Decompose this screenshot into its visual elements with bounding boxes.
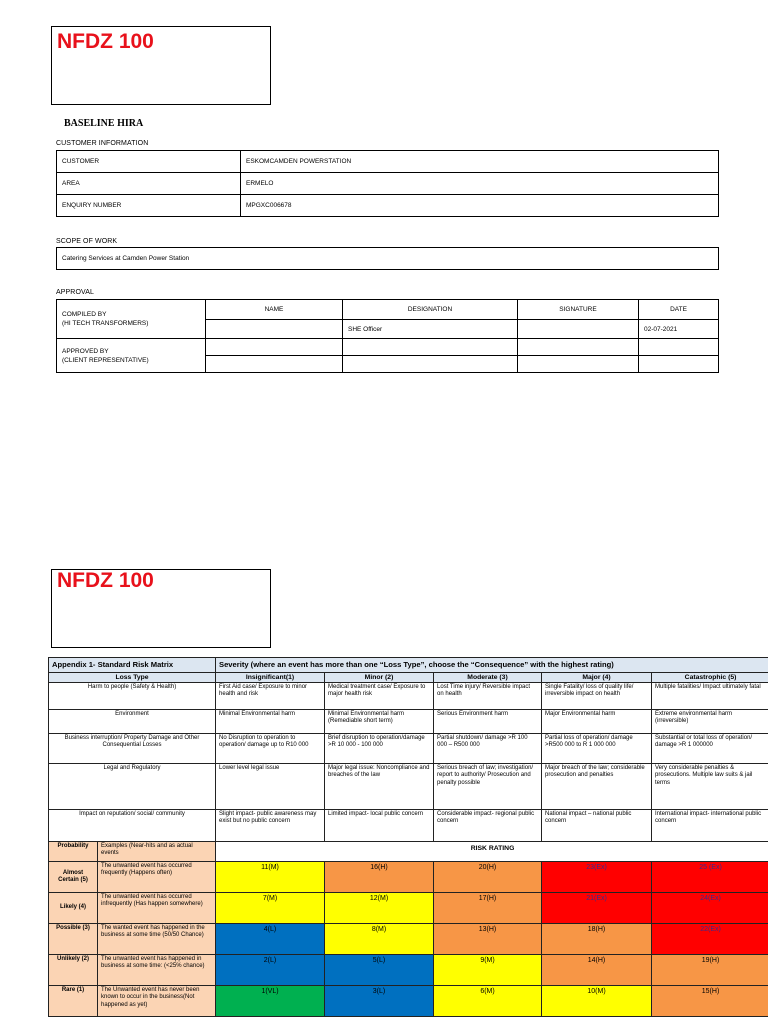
severity-header: Minor (2) [325, 673, 434, 683]
matrix-title: Appendix 1- Standard Risk Matrix [49, 658, 216, 673]
severity-header: Catastrophic (5) [652, 673, 768, 683]
loss-cell: National impact – national public concern [542, 810, 652, 842]
loss-cell: Extreme environmental harm (irreversible) [652, 710, 768, 734]
table-row [49, 924, 768, 955]
enquiry-value: MPGXC006678 [241, 195, 719, 217]
rating-cell: 20(H) [434, 862, 542, 893]
loss-cell: Substantial or total loss of operation/ damage >R 1 000000 [652, 734, 768, 764]
probability-level: Likely (4) [49, 893, 98, 924]
approved-name-cell[interactable] [206, 339, 343, 356]
logo-box-2 [51, 569, 271, 648]
loss-type: Environment [49, 710, 216, 734]
loss-cell: Major Environmental harm [542, 710, 652, 734]
probability-level: Almost Certain (5) [49, 862, 98, 893]
severity-header: Moderate (3) [434, 673, 542, 683]
rating-cell: 23(Ex) [542, 862, 652, 893]
logo-box [51, 26, 271, 105]
compiled-date: 02-07-2021 [639, 320, 719, 339]
scope-label: SCOPE OF WORK [56, 238, 118, 245]
loss-cell: Medical treatment case/ Exposure to major health risk [325, 683, 434, 710]
loss-cell: Brief disruption to operation/damage >R 10 000 - 100 000 [325, 734, 434, 764]
customer-info-table [56, 150, 719, 217]
scope-table [56, 247, 719, 270]
table-row [49, 764, 768, 810]
rating-cell: 17(H) [434, 893, 542, 924]
loss-cell: Multiple fatalities/ Impact ultimately fatal [652, 683, 768, 710]
probability-desc: The unwanted event has happened in business at some time: (<25% chance) [98, 955, 216, 986]
table-row [49, 810, 768, 842]
signature-header: SIGNATURE [518, 300, 639, 320]
approved-name-cell-2[interactable] [206, 356, 343, 373]
probability-level: Rare (1) [49, 986, 98, 1017]
rating-cell: 19(H) [652, 955, 768, 986]
rating-cell: 1(VL) [216, 986, 325, 1017]
compiled-designation: SHE Officer [343, 320, 518, 339]
rating-cell: 5(L) [325, 955, 434, 986]
rating-cell: 15(H) [652, 986, 768, 1017]
approved-designation-cell-2[interactable] [343, 356, 518, 373]
rating-cell: 7(M) [216, 893, 325, 924]
loss-cell: Serious breach of law; investigation/ report to authority/ Prosecution and penalty possible [434, 764, 542, 810]
rating-cell: 25 (Ex) [652, 862, 768, 893]
area-value: ERMELO [241, 173, 719, 195]
severity-title: Severity (where an event has more than one “Loss Type”, choose the “Consequence” with the highest rating) [216, 658, 768, 673]
logo-text: NFDZ 100 [57, 30, 154, 53]
examples-header: Examples (Near-hits and as actual events [98, 842, 216, 862]
compiled-by-label: COMPILED BY [62, 311, 107, 318]
risk-matrix [48, 657, 768, 1017]
scope-text: Catering Services at Camden Power Station [57, 248, 719, 270]
approved-by-cell [57, 339, 206, 373]
loss-type: Harm to people (Safety & Health) [49, 683, 216, 710]
loss-cell: Minimal Environmental harm (Remediable short term) [325, 710, 434, 734]
loss-cell: Considerable impact- regional public concern [434, 810, 542, 842]
rating-cell: 4(L) [216, 924, 325, 955]
loss-cell: Limited impact- local public concern [325, 810, 434, 842]
rating-cell: 11(M) [216, 862, 325, 893]
customer-value: ESKOMCAMDEN POWERSTATION [241, 151, 719, 173]
approved-designation-cell[interactable] [343, 339, 518, 356]
date-header: DATE [639, 300, 719, 320]
rating-cell: 14(H) [542, 955, 652, 986]
enquiry-key: ENQUIRY NUMBER [57, 195, 241, 217]
customer-key: CUSTOMER [57, 151, 241, 173]
loss-type: Impact on reputation/ social/ community [49, 810, 216, 842]
rating-cell: 16(H) [325, 862, 434, 893]
rating-cell: 22(Ex) [652, 924, 768, 955]
table-row [57, 195, 719, 217]
rating-cell: 8(M) [325, 924, 434, 955]
table-row [57, 151, 719, 173]
loss-cell: Single Fatality/ loss of quality life/ irreversible impact on health [542, 683, 652, 710]
table-row [57, 173, 719, 195]
compiled-name-cell[interactable] [206, 320, 343, 339]
customer-info-label: CUSTOMER INFORMATION [56, 140, 149, 147]
risk-rating-label: RISK RATING [216, 842, 768, 862]
rating-cell: 9(M) [434, 955, 542, 986]
rating-cell: 24(Ex) [652, 893, 768, 924]
area-key: AREA [57, 173, 241, 195]
probability-desc: The wanted event has happened in the business at some time (50/50 Chance) [98, 924, 216, 955]
loss-cell: Lost Time injury/ Reversible impact on health [434, 683, 542, 710]
loss-type-header: Loss Type [49, 673, 216, 683]
loss-cell: Lower level legal issue [216, 764, 325, 810]
approval-table [56, 299, 719, 373]
table-row [49, 986, 768, 1017]
compiled-by-cell [57, 300, 206, 339]
baseline-title: BASELINE HIRA [64, 118, 144, 129]
loss-type: Legal and Regulatory [49, 764, 216, 810]
rating-cell: 10(M) [542, 986, 652, 1017]
name-header: NAME [206, 300, 343, 320]
table-row [49, 955, 768, 986]
loss-cell: Major legal issue: Noncompliance and breaches of the law [325, 764, 434, 810]
table-row [49, 710, 768, 734]
loss-cell: International impact- international public concern [652, 810, 768, 842]
severity-header: Insignificant(1) [216, 673, 325, 683]
compiled-by-org: (HI TECH TRANSFORMERS) [62, 320, 149, 327]
table-row [49, 734, 768, 764]
rating-cell: 13(H) [434, 924, 542, 955]
table-row [49, 683, 768, 710]
severity-header: Major (4) [542, 673, 652, 683]
loss-cell: First Aid case/ Exposure to minor health and risk [216, 683, 325, 710]
probability-desc: The unwanted event has occurred infrequently (Has happen somewhere) [98, 893, 216, 924]
designation-header: DESIGNATION [343, 300, 518, 320]
approved-signature-cell[interactable] [518, 339, 639, 356]
approved-by-label: APPROVED BY [62, 347, 109, 355]
compiled-signature-cell[interactable] [518, 320, 639, 339]
loss-cell: No Disruption to operation to operation/ damage up to R10 000 [216, 734, 325, 764]
probability-level: Unlikely (2) [49, 955, 98, 986]
loss-cell: Partial loss of operation/ damage >R500 000 to R 1 000 000 [542, 734, 652, 764]
loss-cell: Major breach of the law; considerable prosecution and penalties [542, 764, 652, 810]
loss-cell: Serious Environment harm [434, 710, 542, 734]
rating-cell: 18(H) [542, 924, 652, 955]
rating-cell: 21(Ex) [542, 893, 652, 924]
probability-level: Possible (3) [49, 924, 98, 955]
approved-date-cell[interactable] [639, 339, 719, 356]
loss-cell: Partial shutdown/ damage >R 100 000 – R500 000 [434, 734, 542, 764]
loss-cell: Minimal Environmental harm [216, 710, 325, 734]
probability-desc: The Unwanted event has never been known to occur in the business(Not happened as yet) [98, 986, 216, 1017]
rating-cell: 12(M) [325, 893, 434, 924]
loss-type: Business interruption/ Property Damage and Other Consequential Losses [49, 734, 216, 764]
rating-cell: 2(L) [216, 955, 325, 986]
probability-header: Probability [49, 842, 98, 862]
rating-cell: 3(L) [325, 986, 434, 1017]
approved-date-cell-2[interactable] [639, 356, 719, 373]
logo-text-2: NFDZ 100 [57, 569, 154, 592]
approved-by-org: (CLIENT REPRESENTATIVE) [62, 356, 149, 364]
approval-label: APPROVAL [56, 289, 95, 296]
loss-cell: Slight impact- public awareness may exist but no public concern [216, 810, 325, 842]
table-row [49, 893, 768, 924]
probability-desc: The unwanted event has occurred frequently (Happens often) [98, 862, 216, 893]
table-row [49, 862, 768, 893]
rating-cell: 6(M) [434, 986, 542, 1017]
approved-signature-cell-2[interactable] [518, 356, 639, 373]
loss-cell: Very considerable penalties & prosecutions. Multiple law suits & jail terms [652, 764, 768, 810]
